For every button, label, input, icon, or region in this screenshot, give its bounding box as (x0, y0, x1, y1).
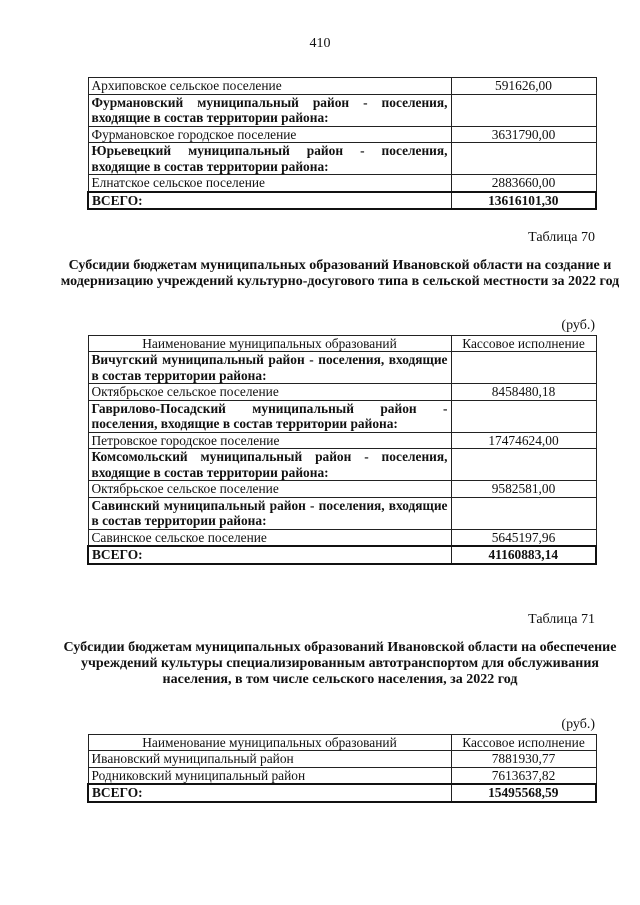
total-row (88, 546, 596, 564)
row-value-cell (451, 449, 596, 481)
table-row (88, 126, 596, 143)
section-row (88, 143, 596, 175)
table-row (88, 481, 596, 498)
row-name-cell: Вичугский муниципальный район - поселения, входящие в состав территории района: (88, 352, 451, 384)
table-row (88, 175, 596, 192)
row-value-cell: 591626,00 (451, 78, 596, 95)
section-row (88, 497, 596, 529)
row-value-cell: 5645197,96 (451, 529, 596, 546)
row-name-cell: Фурмановское городское поселение (88, 126, 451, 143)
table-70-unit: (руб.) (561, 318, 595, 333)
table-70-label: Таблица 70 (528, 230, 595, 245)
row-value-cell (451, 497, 596, 529)
row-value-cell: 8458480,18 (451, 384, 596, 401)
row-value-cell: 9582581,00 (451, 481, 596, 498)
row-name-cell: Юрьевецкий муниципальный район - поселения, входящие в состав территории района: (88, 143, 451, 175)
row-value-cell: 7613637,82 (451, 767, 596, 784)
section-row (88, 400, 596, 432)
page-number: 410 (309, 36, 331, 51)
row-name-cell: Комсомольский муниципальный район - поселения, входящие в состав территории района: (88, 449, 451, 481)
row-name-cell: Ивановский муниципальный район (88, 751, 451, 768)
table-row (88, 529, 596, 546)
table-71 (87, 734, 597, 803)
row-name-cell: Гаврилово-Посадский муниципальный район - поселения, входящие в состав территории района: (88, 400, 451, 432)
row-value-cell: 7881930,77 (451, 751, 596, 768)
row-name-cell: Савинский муниципальный район - поселения, входящие в состав территории района: (88, 497, 451, 529)
row-value-cell: 3631790,00 (451, 126, 596, 143)
row-name-cell: Савинское сельское поселение (88, 529, 451, 546)
row-name-cell: Елнатское сельское поселение (88, 175, 451, 192)
table-71-unit: (руб.) (561, 717, 595, 732)
table-row (88, 767, 596, 784)
header-value-cell: Кассовое исполнение (451, 735, 596, 751)
row-name-cell: ВСЕГО: (88, 784, 451, 802)
table-70 (87, 335, 597, 565)
row-value-cell: 17474624,00 (451, 432, 596, 449)
table-row (88, 78, 596, 95)
table-70-title: Субсидии бюджетам муниципальных образований Ивановской области на создание и модернизацию учреждений культурно-досугового типа в сельской местности за 2022 год (60, 258, 620, 289)
row-name-cell: Фурмановский муниципальный район - поселения, входящие в состав территории района: (88, 94, 451, 126)
row-value-cell (451, 400, 596, 432)
header-name-cell: Наименование муниципальных образований (88, 735, 451, 751)
row-value-cell (451, 352, 596, 384)
row-name-cell: ВСЕГО: (88, 192, 451, 210)
table-row (88, 432, 596, 449)
table-header-row (88, 735, 596, 751)
section-row (88, 94, 596, 126)
row-name-cell: Архиповское сельское поселение (88, 78, 451, 95)
table-continued (87, 77, 597, 210)
row-name-cell: Петровское городское поселение (88, 432, 451, 449)
row-value-cell (451, 94, 596, 126)
row-name-cell: Октябрьское сельское поселение (88, 481, 451, 498)
row-value-cell: 41160883,14 (451, 546, 596, 564)
table-row (88, 751, 596, 768)
section-row (88, 449, 596, 481)
row-name-cell: ВСЕГО: (88, 546, 451, 564)
header-value-cell: Кассовое исполнение (451, 336, 596, 352)
row-name-cell: Родниковский муниципальный район (88, 767, 451, 784)
table-row (88, 384, 596, 401)
header-name-cell: Наименование муниципальных образований (88, 336, 451, 352)
total-row (88, 192, 596, 210)
table-71-title: Субсидии бюджетам муниципальных образований Ивановской области на обеспечение учреждений культуры специализированным автотранспортом для обслуживания населения, в том числе сельского населения, за 2022 год (63, 640, 617, 687)
row-name-cell: Октябрьское сельское поселение (88, 384, 451, 401)
row-value-cell: 2883660,00 (451, 175, 596, 192)
section-row (88, 352, 596, 384)
row-value-cell: 13616101,30 (451, 192, 596, 210)
table-71-label: Таблица 71 (528, 612, 595, 627)
total-row (88, 784, 596, 802)
table-header-row (88, 336, 596, 352)
row-value-cell: 15495568,59 (451, 784, 596, 802)
row-value-cell (451, 143, 596, 175)
